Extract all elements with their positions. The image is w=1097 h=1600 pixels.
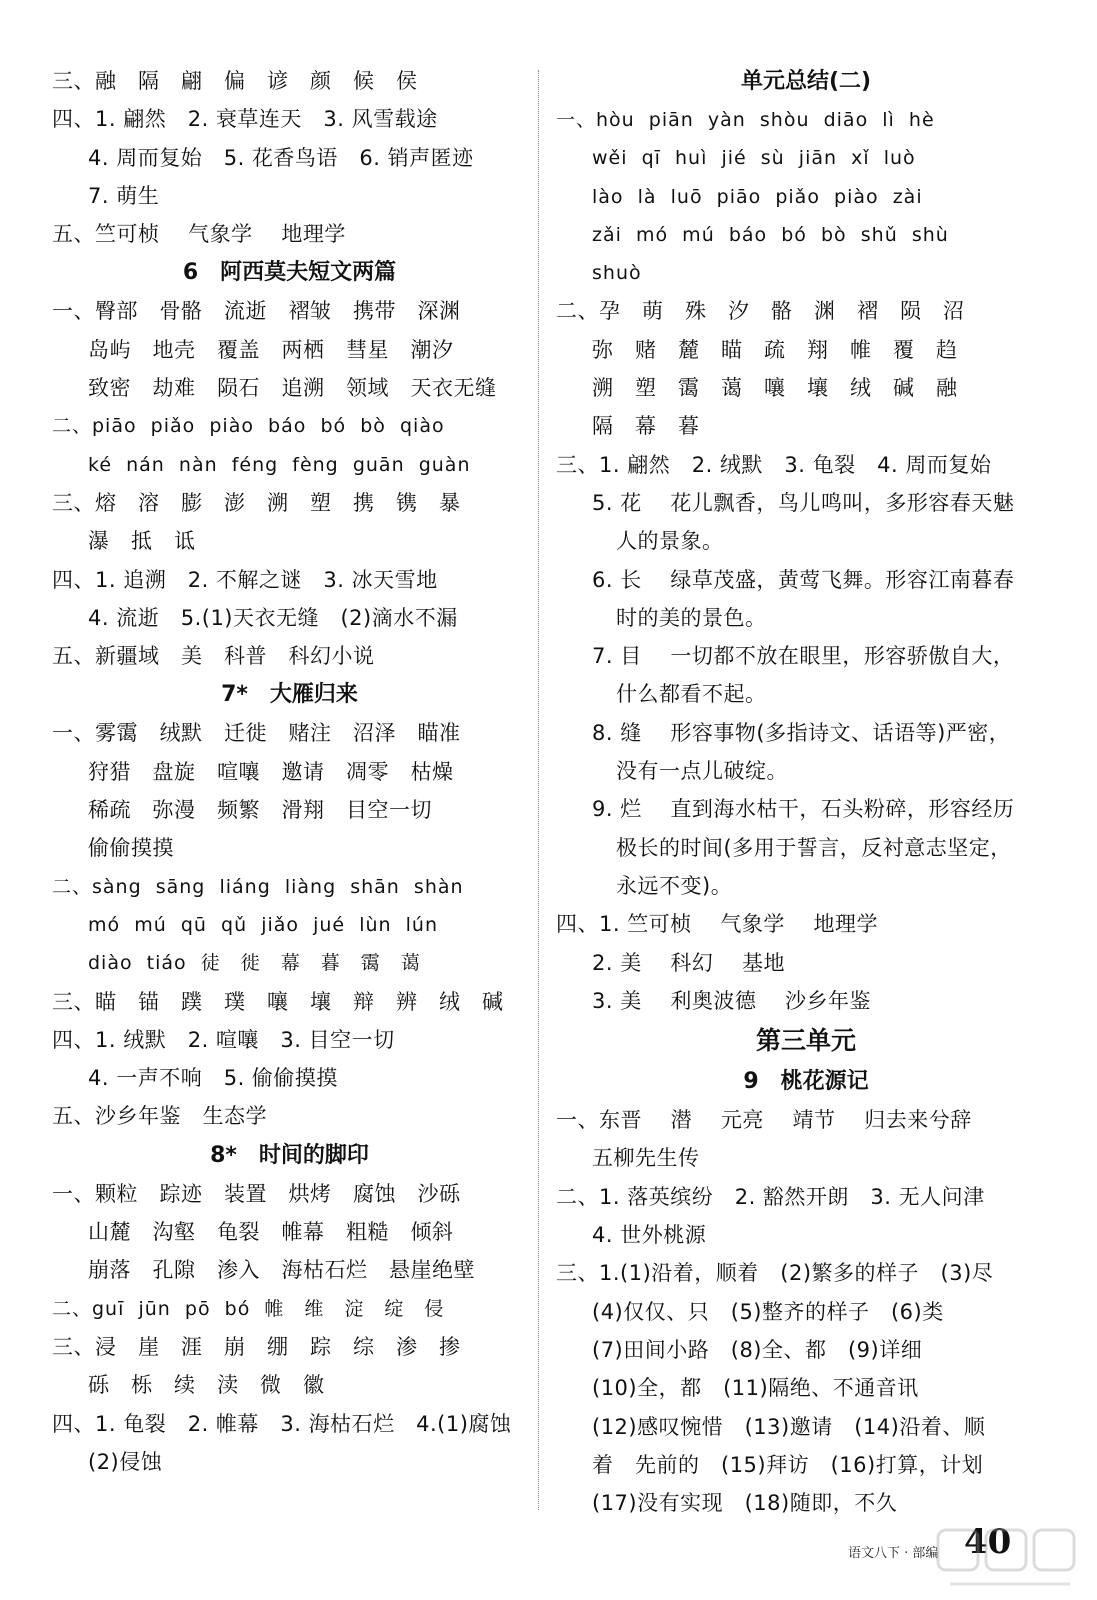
answer-line: 一、颗粒 踪迹 装置 烘烤 腐蚀 沙砾 (52, 1181, 461, 1206)
watermark-logo (930, 1522, 1090, 1592)
answer-line: ké nán nàn féng fèng guān guàn (88, 453, 471, 476)
answer-line: 4. 一声不响 5. 偷偷摸摸 (88, 1066, 338, 1091)
answer-line: 没有一点儿破绽。 (616, 759, 788, 784)
answer-line: 崩落 孔隙 渗入 海枯石烂 悬崖绝壁 (88, 1258, 475, 1283)
answer-line: (7)田间小路 (8)全、都 (9)详细 (592, 1337, 923, 1362)
section-heading: 7* 大雁归来 (221, 682, 358, 708)
answer-line: 人的景象。 (616, 529, 724, 554)
answer-line: 7. 萌生 (88, 183, 160, 208)
answer-line: 4. 周而复始 5. 花香鸟语 6. 销声匿迹 (88, 145, 474, 170)
answer-line: 四、1. 竺可桢 气象学 地理学 (556, 912, 879, 937)
answer-line: 瀑 抵 诋 (88, 529, 196, 554)
answer-line: 一、臀部 骨骼 流逝 褶皱 携带 深渊 (52, 299, 461, 324)
section-heading: 第三单元 (755, 1026, 856, 1056)
answer-line: 二、1. 落英缤纷 2. 豁然开朗 3. 无人问津 (556, 1184, 985, 1209)
answer-line: 5. 花 花儿飘香，鸟儿鸣叫，多形容春天魅 (592, 490, 1015, 515)
answer-line: 极长的时间(多用于誓言，反衬意志坚定， (616, 835, 1012, 860)
answer-line: (4)仅仅、只 (5)整齐的样子 (6)类 (592, 1299, 944, 1324)
answer-line: 偷偷摸摸 (88, 836, 174, 861)
answer-line: (10)全，都 (11)隔绝、不通音讯 (592, 1376, 919, 1401)
answer-line: 2. 美 科幻 基地 (592, 950, 786, 975)
section-heading: 9 桃花源记 (743, 1069, 869, 1095)
answer-line: 4. 流逝 5.(1)天衣无缝 (2)滴水不漏 (88, 605, 458, 630)
answer-line: 四、1. 翩然 2. 衰草连天 3. 风雪载途 (52, 107, 438, 132)
answer-line: 7. 目 一切都不放在眼里，形容骄傲自大， (592, 644, 1015, 669)
answer-line: 四、1. 追溯 2. 不解之谜 3. 冰天雪地 (52, 567, 438, 592)
column-divider (538, 70, 539, 1510)
answer-line: 永远不变)。 (616, 873, 733, 898)
answer-line: (17)没有实现 (18)随即，不久 (592, 1491, 898, 1516)
answer-line: 二、guī jūn pō bó 帷 维 淀 绽 侵 (52, 1297, 445, 1320)
answer-line: 二、piāo piǎo piào báo bó bò qiào (52, 415, 445, 438)
answer-line: 稀疏 弥漫 频繁 滑翔 目空一切 (88, 798, 432, 823)
answer-line: 时的美的景色。 (616, 605, 767, 630)
answer-line: (2)侵蚀 (88, 1449, 163, 1474)
answer-line: wěi qī huì jié sù jiān xǐ luò (592, 147, 916, 170)
section-heading: 单元总结(二) (740, 69, 872, 94)
answer-line: 五柳先生传 (592, 1146, 700, 1171)
answer-line: 山麓 沟壑 龟裂 帷幕 粗糙 倾斜 (88, 1220, 454, 1245)
answer-line: 6. 长 绿草茂盛，黄莺飞舞。形容江南暮春 (592, 567, 1015, 592)
answer-line: 岛屿 地壳 覆盖 两栖 彗星 潮汐 (88, 337, 454, 362)
answer-line: 着 先前的 (15)拜访 (16)打算，计划 (592, 1452, 984, 1477)
answer-line: mó mú qū qǔ jiǎo jué lùn lún (88, 913, 439, 936)
answer-line: 3. 美 利奥波德 沙乡年鉴 (592, 988, 872, 1013)
answer-line: 五、新疆域 美 科普 科幻小说 (52, 644, 375, 669)
answer-line: 弥 赌 麓 瞄 疏 翔 帷 覆 趋 (592, 337, 958, 362)
answer-line: 二、孕 萌 殊 汐 骼 渊 褶 陨 沼 (556, 299, 965, 324)
answer-line: 五、竺可桢 气象学 地理学 (52, 222, 346, 247)
page-number: 40 (964, 1522, 1012, 1562)
answer-line: 三、1. 翩然 2. 绒默 3. 龟裂 4. 周而复始 (556, 452, 992, 477)
answer-line: 一、雾霭 绒默 迁徙 赌注 沼泽 瞄准 (52, 721, 461, 746)
answer-line: 三、浸 崖 涯 崩 绷 踪 综 渗 掺 (52, 1334, 461, 1359)
answer-line: 四、1. 龟裂 2. 帷幕 3. 海枯石烂 4.(1)腐蚀 (52, 1411, 512, 1436)
answer-line: 狩猎 盘旋 喧嚷 邀请 凋零 枯燥 (88, 759, 454, 784)
answer-line: 溯 塑 霭 蔼 嚷 壤 绒 碱 融 (592, 376, 958, 401)
answer-line: 三、1.(1)沿着，顺着 (2)繁多的样子 (3)尽 (556, 1261, 994, 1286)
answer-line: 4. 世外桃源 (592, 1223, 707, 1248)
answer-line: 9. 烂 直到海水枯干，石头粉碎，形容经历 (592, 797, 1015, 822)
section-heading: 6 阿西莫夫短文两篇 (182, 260, 397, 286)
right-column (556, 62, 1056, 1522)
answer-line: 什么都看不起。 (616, 682, 767, 707)
answer-line: 三、瞄 锚 蹼 璞 嚷 壤 辩 辨 绒 碱 (52, 989, 504, 1014)
answer-line: 二、sàng sāng liáng liàng shān shàn (52, 875, 464, 898)
answer-line: zǎi mó mú báo bó bò shǔ shù (592, 223, 949, 246)
answer-line: 8. 缝 形容事物(多指诗文、话语等)严密， (592, 720, 1011, 745)
answer-line: 四、1. 绒默 2. 喧嚷 3. 目空一切 (52, 1027, 395, 1052)
answer-line: lào là luō piāo piǎo piào zài (592, 185, 923, 208)
answer-line: 一、hòu piān yàn shòu diāo lì hè (556, 109, 935, 131)
answer-line: diào tiáo 徒 徙 幕 暮 霭 蔼 (88, 952, 421, 975)
answer-line: 一、东晋 潜 元亮 靖节 归去来兮辞 (556, 1108, 972, 1133)
answer-line: 三、熔 溶 膨 澎 溯 塑 携 镌 暴 (52, 490, 461, 515)
answer-line: (12)感叹惋惜 (13)邀请 (14)沿着、顺 (592, 1414, 986, 1439)
footer-label: 语文八下 · 部编 (848, 1546, 939, 1561)
answer-line: 三、融 隔 翩 偏 谚 颜 候 侯 (52, 69, 418, 93)
answer-line: shuò (592, 262, 642, 285)
answer-line: 砾 栎 续 渎 微 徽 (88, 1373, 325, 1398)
left-column (52, 62, 527, 1481)
answer-line: 五、沙乡年鉴 生态学 (52, 1104, 267, 1129)
section-heading: 8* 时间的脚印 (210, 1142, 369, 1168)
answer-line: 致密 劫难 陨石 追溯 领域 天衣无缝 (88, 376, 497, 401)
answer-line: 隔 幕 暮 (592, 414, 700, 439)
